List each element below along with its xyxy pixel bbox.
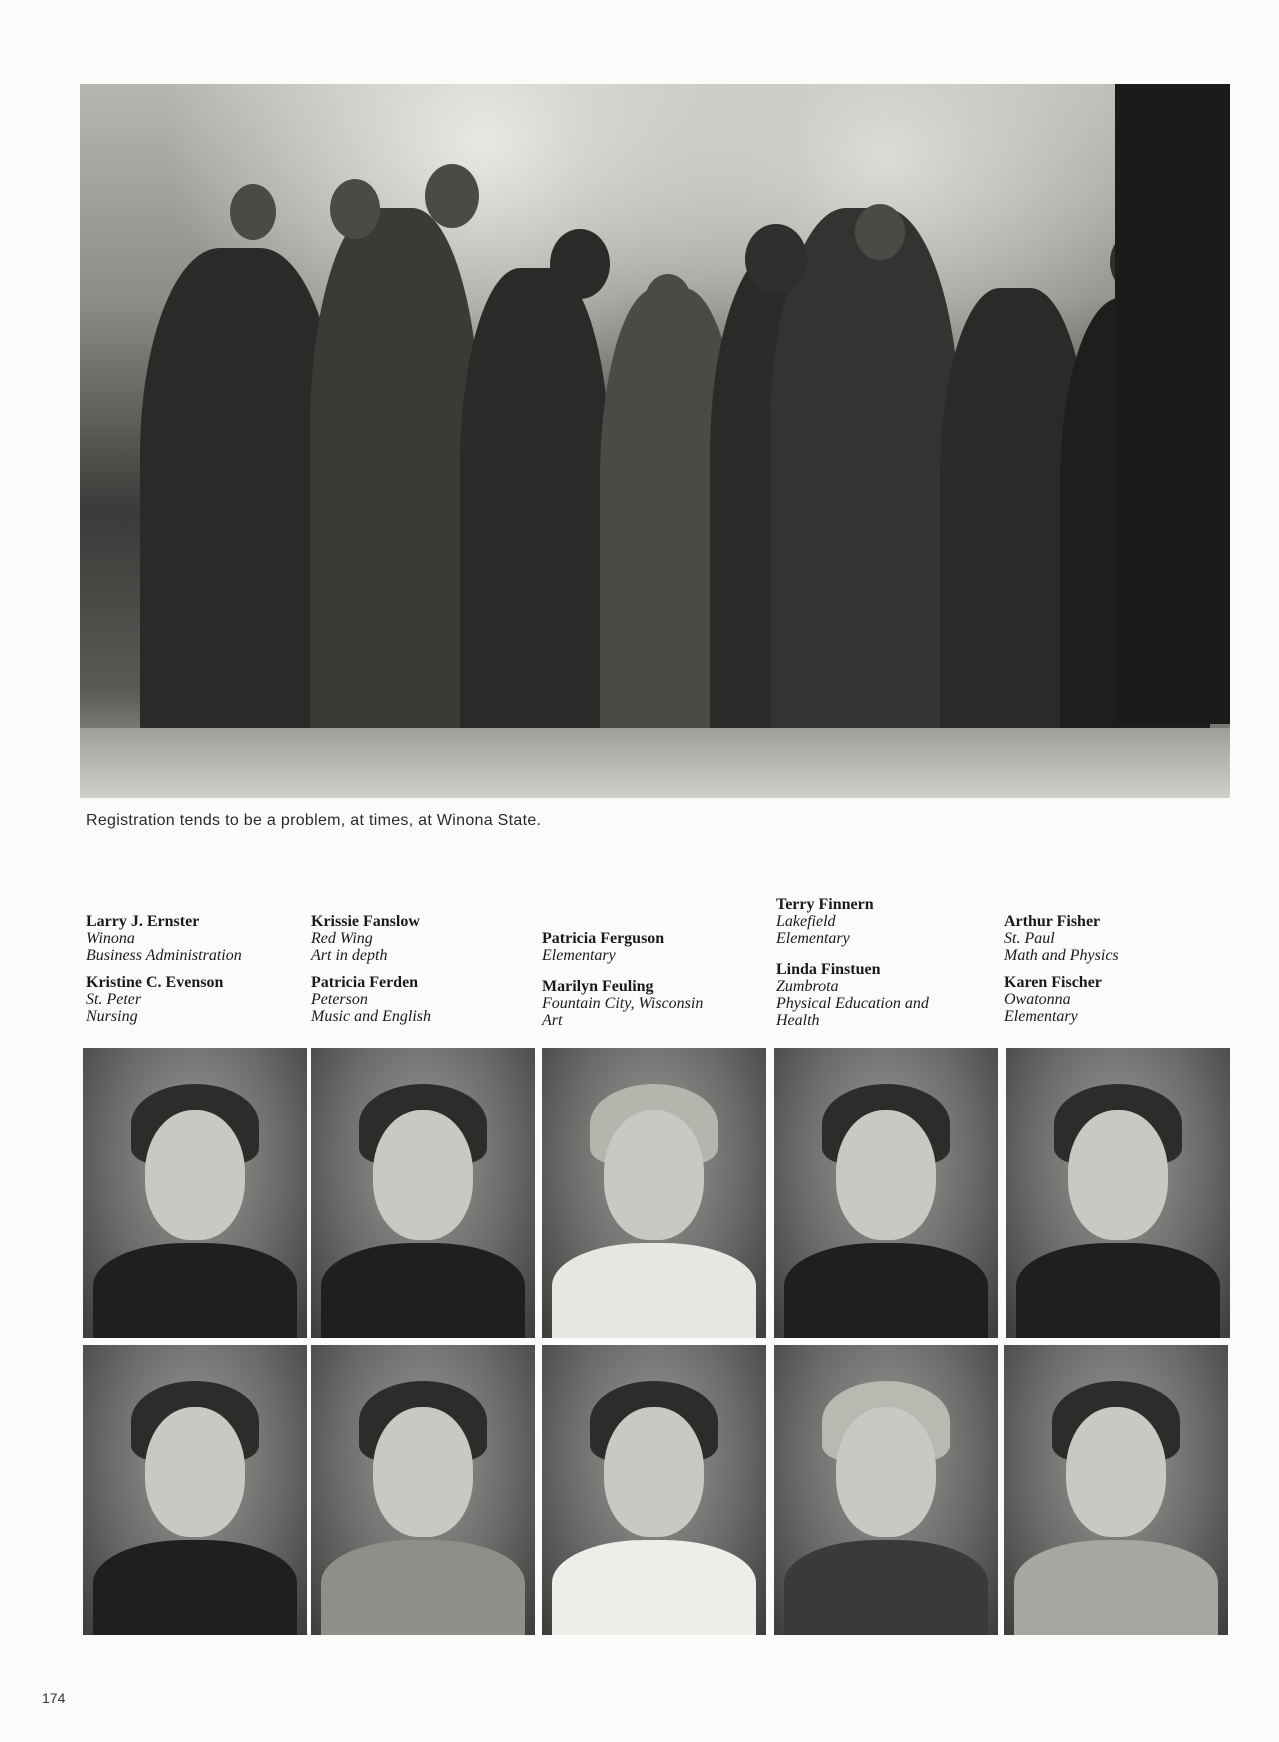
page-number: 174 — [42, 1690, 66, 1706]
student-hometown: Peterson — [311, 991, 368, 1008]
portrait-linda-finstuen — [774, 1345, 998, 1635]
portrait-terry-finnern — [774, 1048, 998, 1338]
student-entry — [86, 913, 311, 964]
student-name: Patricia Ferguson — [542, 930, 665, 947]
portrait-kristine-evenson — [83, 1345, 307, 1635]
student-name: Arthur Fisher — [1004, 913, 1101, 930]
student-entry — [311, 913, 536, 964]
student-hometown: Fountain City, Wisconsin — [542, 995, 704, 1012]
student-name: Linda Finstuen — [776, 961, 881, 978]
student-major: Art in depth — [311, 947, 388, 964]
portrait-larry-ernster — [83, 1048, 307, 1338]
student-entry — [86, 974, 311, 1025]
photo-caption: Registration tends to be a problem, at times, at Winona State. — [86, 812, 542, 829]
feature-photo — [80, 84, 1230, 798]
student-hometown: Red Wing — [311, 930, 373, 947]
student-major: Physical Education and Health — [776, 995, 929, 1029]
student-name: Patricia Ferden — [311, 974, 419, 991]
student-major: Elementary — [776, 930, 850, 947]
student-major: Art — [542, 1012, 563, 1029]
portrait-marilyn-feuling — [542, 1345, 766, 1635]
student-entry — [776, 961, 1001, 1029]
student-hometown: Lakefield — [776, 913, 836, 930]
student-entry — [1004, 974, 1229, 1025]
student-name: Kristine C. Evenson — [86, 974, 224, 991]
student-major: Business Administration — [86, 947, 242, 964]
student-major: Elementary — [542, 947, 616, 964]
student-entry — [542, 930, 767, 964]
column-5-info — [1004, 913, 1229, 1035]
student-name: Krissie Fanslow — [311, 913, 420, 930]
portrait-karen-fischer — [1004, 1345, 1228, 1635]
student-entry — [542, 978, 767, 1029]
student-name: Marilyn Feuling — [542, 978, 654, 995]
student-major: Nursing — [86, 1008, 138, 1025]
student-major: Music and English — [311, 1008, 431, 1025]
portrait-krissie-fanslow — [311, 1048, 535, 1338]
student-name: Terry Finnern — [776, 896, 874, 913]
student-entry — [311, 974, 536, 1025]
column-1-info — [86, 913, 311, 1035]
student-major: Elementary — [1004, 1008, 1078, 1025]
student-hometown: St. Paul — [1004, 930, 1055, 947]
column-2-info — [311, 913, 536, 1035]
column-4-info — [776, 896, 1001, 1039]
student-name: Karen Fischer — [1004, 974, 1102, 991]
portrait-patricia-ferguson — [542, 1048, 766, 1338]
student-hometown: St. Peter — [86, 991, 142, 1008]
student-major: Math and Physics — [1004, 947, 1119, 964]
portrait-arthur-fisher — [1006, 1048, 1230, 1338]
student-name: Larry J. Ernster — [86, 913, 200, 930]
student-hometown: Zumbrota — [776, 978, 839, 995]
portrait-patricia-ferden — [311, 1345, 535, 1635]
column-3-info — [542, 930, 767, 1039]
student-hometown: Winona — [86, 930, 135, 947]
student-hometown: Owatonna — [1004, 991, 1071, 1008]
student-entry — [776, 896, 1001, 947]
student-entry — [1004, 913, 1229, 964]
